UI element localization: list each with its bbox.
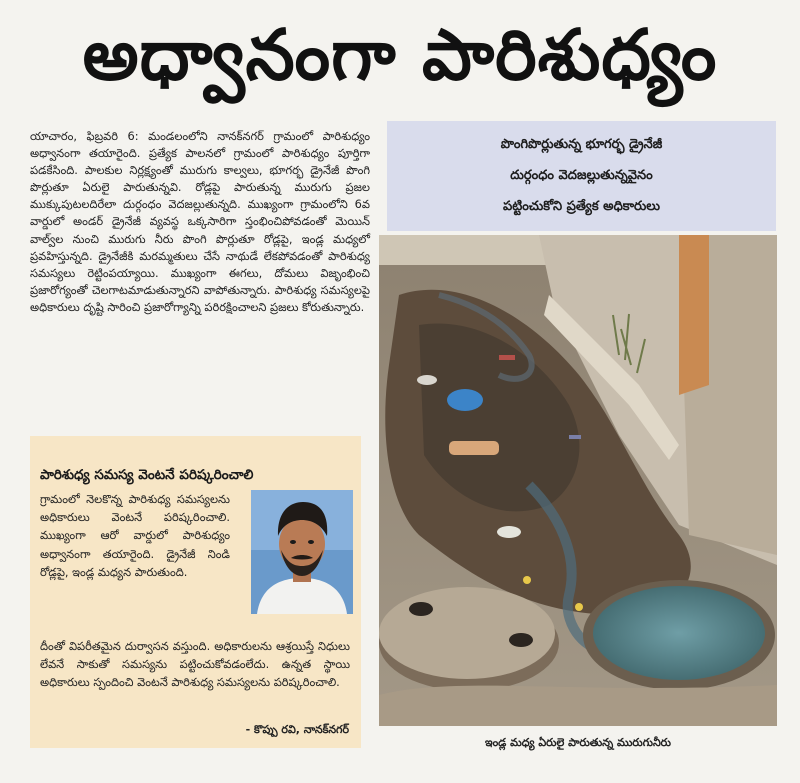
story-body: యాచారం, ఫిబ్రవరి 6: మండలంలోని నానక్‌నగర్ గ్రామంలో పారిశుధ్యం అధ్వానంగా తయారైంది. ప్రత్యేక పాలనలో గ్రామంలో పారిశుధ్యం పూర్తిగా పడకేసింది. పాలకుల నిర్లక్ష్యంతో మురుగు కాల్వలు, భూగర్భ డ్రైనేజీ పొంగి పొర్లుతూ ఏరులై పారుతున్నవి. రోడ్లపై పారుతున్న మురుగు ప్రజల ముక్కుపుటలదిరేలా దుర్గంధం వెదజల్లుతున్నది. ముఖ్యంగా గ్రామంలోని 6వ వార్డులో అండర్ డ్రైనేజీ వ్యవస్థ ఒక్కసారిగా స్తంభించిపోవడంతో మెయిన్ వాల్వ్‌ల నుంచి మురుగు నీరు పొంగి పొర్లుతూ రోడ్లపై, ఇండ్ల మధ్యలో ప్రవహిస్తున్నది. డ్రైనేజీకి మరమ్మతులు చేసే నాథుడే లేకపోవడంతో పారిశుధ్య సమస్యలు రెట్టింపయ్యాయి. ముఖ్యంగా ఈగలు, దోమలు విజృంభించి ప్రజారోగ్యంతో చెలగాటమాడుతున్నారని వాపోతున్నారు. పారిశుధ్య సమస్యలపై అధికారులు దృష్టి సారించి ప్రజారోగ్యాన్ని పరిరక్షించాలని ప్రజలు కోరుతున్నారు. bbox=[30, 129, 370, 314]
deck-line-2: దుర్గంధం వెదజల్లుతున్నవైనం bbox=[510, 168, 653, 183]
photo-caption: ఇండ్ల మధ్య ఏరులై పారుతున్న మురుగునీరు bbox=[485, 736, 671, 749]
quote-box bbox=[30, 436, 361, 748]
deck-box bbox=[387, 121, 776, 231]
quote-text-part2: దీంతో విపరీతమైన దుర్వాసన వస్తుంది. అధికారులను ఆశ్రయిస్తే నిధులు లేవనే సాకుతో సమస్యను పట్టించుకోవడంలేదు. ఉన్నత స్థాయి అధికారులు స్పందించి వెంటనే పారిశుధ్య సమస్యలను పరిష్కరించాలి. bbox=[40, 639, 350, 690]
deck-line-1: పొంగిపొర్లుతున్న భూగర్భ డ్రైనేజీ bbox=[500, 137, 663, 152]
deck-line-3: పట్టించుకోని ప్రత్యేక అధికారులు bbox=[503, 199, 660, 214]
person-portrait-illustration bbox=[251, 490, 353, 614]
drainage-photo bbox=[379, 235, 777, 726]
drainage-photo-illustration bbox=[379, 235, 777, 726]
headline: అధ్వానంగా పారిశుధ్యం bbox=[82, 14, 718, 96]
quote-byline: - కొప్పు రవి, నానక్‌నగర్ bbox=[245, 723, 349, 736]
quote-text-part1: గ్రామంలో నెలకొన్న పారిశుధ్య సమస్యలను అధికారులు వెంటనే పరిష్కరించాలి. ముఖ్యంగా ఆరో వార్డులో పారిశుధ్యం అధ్వానంగా తయారైంది. డ్రైనేజీ నిండి రోడ్లపై, ఇండ్ల మధ్యన పారుతుంది. bbox=[40, 492, 230, 579]
person-portrait bbox=[251, 490, 353, 614]
quote-title: పారిశుధ్య సమస్య వెంటనే పరిష్కరించాలి bbox=[40, 467, 254, 483]
